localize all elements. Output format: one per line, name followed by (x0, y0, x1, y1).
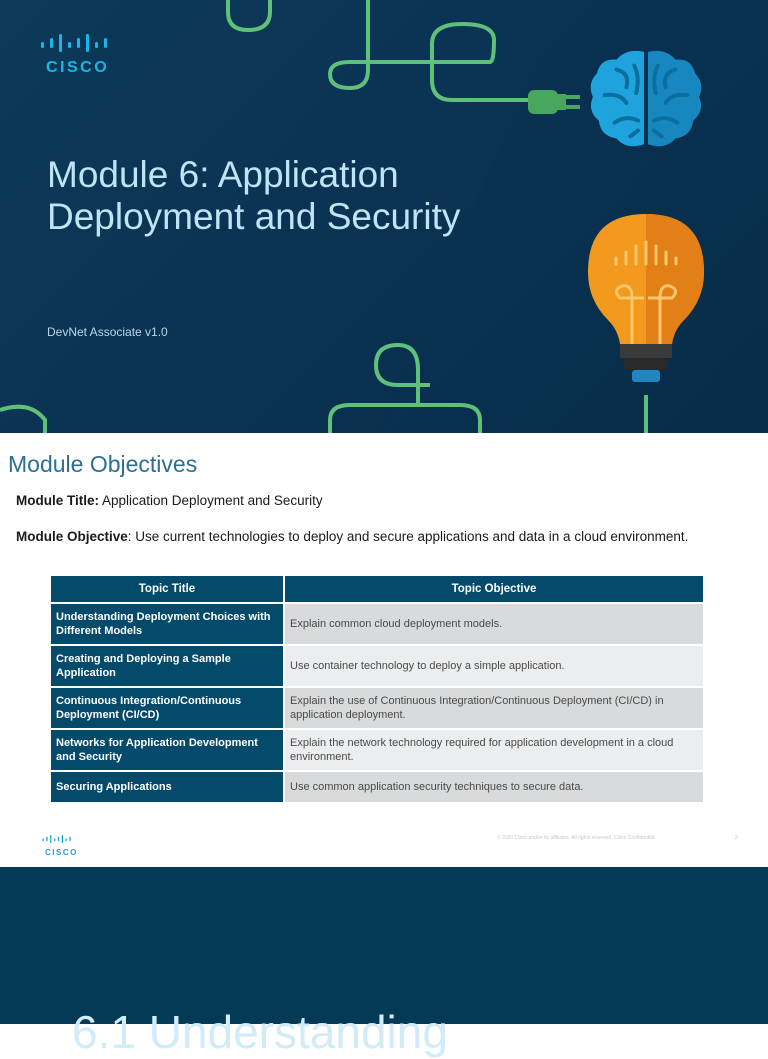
cisco-bars-icon (40, 34, 110, 52)
objectives-heading: Module Objectives (8, 451, 198, 477)
topic-objective-cell: Use container technology to deploy a simple application. (285, 646, 703, 686)
next-slide (0, 867, 768, 1058)
slide-title: Module 6: Application Deployment and Security (47, 154, 461, 237)
objectives-slide (0, 433, 768, 867)
header-topic-title: Topic Title (51, 576, 285, 602)
table-row (51, 604, 703, 644)
topic-title-cell: Continuous Integration/Continuous Deployment (CI/CD) (51, 688, 285, 728)
module-objective-line (16, 528, 696, 546)
cisco-wordmark: CISCO (46, 59, 110, 76)
copyright-text: © 2020 Cisco and/or its affiliates. All rights reserved. Cisco Confidential (497, 835, 655, 841)
title-slide (0, 0, 768, 433)
module-title-line (16, 492, 696, 510)
module-objective-label: Module Objective (16, 529, 128, 544)
module-title-label: Module Title: (16, 493, 99, 508)
module-objective-value: : Use current technologies to deploy and secure applications and data in a cloud environment. (127, 529, 689, 544)
table-row (51, 772, 703, 802)
topic-title-cell: Creating and Deploying a Sample Application (51, 646, 285, 686)
topic-title-cell: Networks for Application Development and Security (51, 730, 285, 770)
topic-objective-cell: Use common application security techniques to secure data. (285, 772, 703, 802)
topic-objective-cell: Explain the use of Continuous Integration/Continuous Deployment (CI/CD) in application deployment. (285, 688, 703, 728)
topic-objective-cell: Explain the network technology required for application development in a cloud environment. (285, 730, 703, 770)
slide-subtitle: DevNet Associate v1.0 (47, 325, 168, 339)
brain-icon (587, 45, 705, 155)
next-slide-title: 6.1 Understanding (72, 1006, 448, 1058)
page-number: 2 (735, 835, 738, 841)
topic-title-cell: Securing Applications (51, 772, 285, 802)
header-topic-objective: Topic Objective (285, 576, 703, 602)
footer-cisco-wordmark: CISCO (45, 848, 78, 857)
footer-cisco-logo (42, 830, 78, 857)
cisco-logo (40, 34, 110, 77)
table-row (51, 730, 703, 770)
table-row (51, 646, 703, 686)
lightbulb-icon (586, 212, 706, 392)
module-title-value: Application Deployment and Security (99, 493, 323, 508)
topic-objective-cell: Explain common cloud deployment models. (285, 604, 703, 644)
table-header-row (51, 576, 703, 602)
cisco-bars-icon (42, 835, 72, 843)
topics-table (51, 574, 703, 804)
table-row (51, 688, 703, 728)
topic-title-cell: Understanding Deployment Choices with Different Models (51, 604, 285, 644)
plug-icon (528, 82, 588, 122)
